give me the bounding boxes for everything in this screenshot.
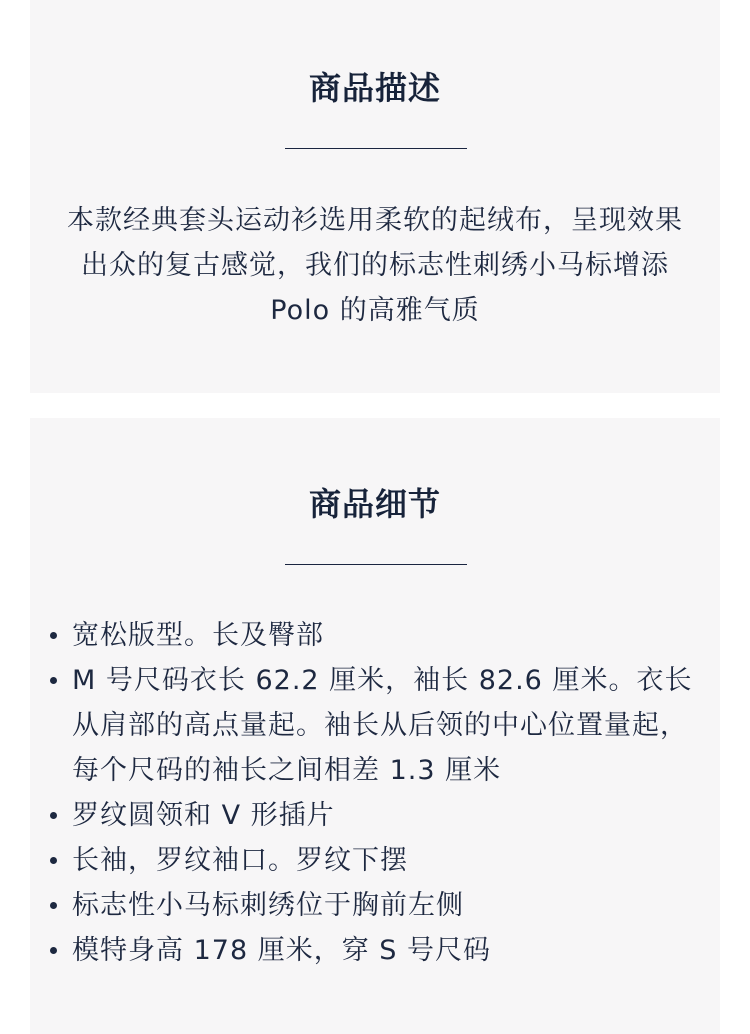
product-description-section xyxy=(30,0,720,393)
title-divider xyxy=(285,564,467,565)
product-description-text: 本款经典套头运动衫选用柔软的起绒布，呈现效果出众的复古感觉，我们的标志性刺绣小马标增添 Polo 的高雅气质 xyxy=(67,205,683,326)
product-description-title: 商品描述 xyxy=(308,69,441,107)
list-item xyxy=(72,883,702,928)
list-item-text: 罗纹圆领和 V 形插片 xyxy=(72,800,335,831)
list-item xyxy=(72,793,702,838)
bullet-icon xyxy=(50,857,57,864)
list-item xyxy=(72,928,702,973)
list-item xyxy=(72,838,702,883)
product-details-title: 商品细节 xyxy=(308,485,441,523)
bullet-icon xyxy=(50,677,57,684)
product-details-list xyxy=(72,613,702,973)
product-details-section xyxy=(30,418,720,1034)
list-item-text: 宽松版型。长及臀部 xyxy=(72,620,324,651)
bullet-icon xyxy=(50,632,57,639)
bullet-icon xyxy=(50,902,57,909)
list-item-text: M 号尺码衣长 62.2 厘米，袖长 82.6 厘米。衣长从肩部的高点量起。袖长从后领的中心位置量起，每个尺码的袖长之间相差 1.3 厘米 xyxy=(72,665,693,786)
list-item-text: 模特身高 178 厘米，穿 S 号尺码 xyxy=(72,935,492,966)
list-item-text: 标志性小马标刺绣位于胸前左侧 xyxy=(72,890,464,921)
bullet-icon xyxy=(50,812,57,819)
list-item-text: 长袖，罗纹袖口。罗纹下摆 xyxy=(72,845,408,876)
title-divider xyxy=(285,148,467,149)
list-item xyxy=(72,613,702,658)
bullet-icon xyxy=(50,947,57,954)
list-item xyxy=(72,658,702,793)
